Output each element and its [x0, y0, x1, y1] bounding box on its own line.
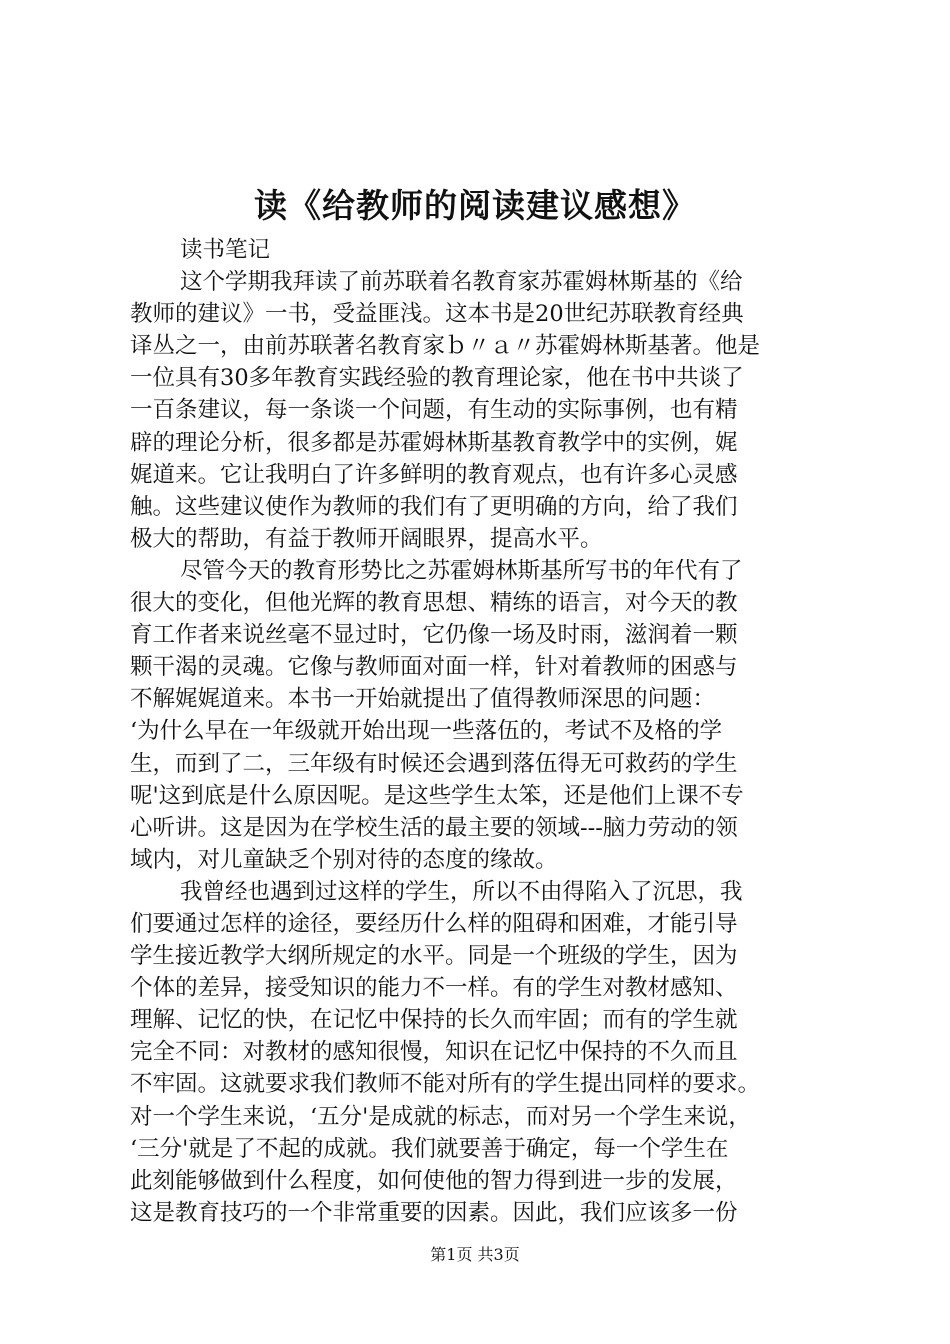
section-heading: 读书笔记 — [180, 237, 271, 263]
document-body — [130, 234, 830, 1229]
paragraph-line: 触。这些建议使作为教师的我们有了更明确的方向，给了我们 — [130, 493, 738, 520]
paragraph-line: 学生接近教学大纲所规定的水平。同是一个班级的学生，因为 — [130, 943, 738, 970]
paragraph-line: 这是教育技巧的一个非常重要的因素。因此，我们应该多一份 — [130, 1199, 738, 1226]
paragraph-line: ‘三分'就是了不起的成就。我们就要善于确定，每一个学生在 — [130, 1135, 729, 1162]
paragraph-line: 不解娓娓道来。本书一开始就提出了值得教师深思的问题： — [130, 686, 716, 713]
document-title: 读《给教师的阅读建议感想》 — [254, 186, 696, 225]
paragraph-line: 一百条建议，每一条谈一个问题，有生动的实际事例，也有精 — [130, 397, 738, 424]
paragraph-line: 颗干渴的灵魂。它像与教师面对面一样，针对着教师的困惑与 — [130, 654, 738, 681]
paragraph-line: 很大的变化，但他光辉的教育思想、精练的语言，对今天的教 — [130, 590, 738, 617]
paragraph-line: 此刻能够做到什么程度，如何使他的智力得到进一步的发展， — [130, 1167, 738, 1194]
paragraph-line: 呢'这到底是什么原因呢。是这些学生太笨，还是他们上课不专 — [130, 782, 744, 809]
paragraph-line: 不牢固。这就要求我们教师不能对所有的学生提出同样的要求。 — [130, 1071, 761, 1098]
paragraph-line: 们要通过怎样的途径，要经历什么样的阻碍和困难，才能引导 — [130, 910, 738, 937]
paragraph-line: 教师的建议》一书，受益匪浅。这本书是20世纪苏联教育经典 — [130, 301, 744, 328]
paragraph-line: 理解、记忆的快，在记忆中保持的长久而牢固；而有的学生就 — [130, 1007, 738, 1034]
paragraph-line: 育工作者来说丝毫不显过时，它仍像一场及时雨，滋润着一颗 — [130, 622, 738, 649]
paragraph-line: 一位具有30多年教育实践经验的教育理论家，他在书中共谈了 — [130, 365, 744, 392]
paragraph-line: 生，而到了二，三年级有时候还会遇到落伍得无可救药的学生 — [130, 750, 738, 777]
paragraph-line: 对一个学生来说，‘五分'是成就的标志，而对另一个学生来说， — [130, 1103, 751, 1130]
paragraph-line: 我曾经也遇到过这样的学生，所以不由得陷入了沉思，我 — [180, 878, 743, 905]
paragraph-line: 译丛之一，由前苏联著名教育家ｂ〃ａ〃苏霍姆林斯基著。他是 — [130, 333, 761, 360]
paragraph-line: 这个学期我拜读了前苏联着名教育家苏霍姆林斯基的《给 — [180, 269, 743, 296]
page-footer: 第1页 共3页 — [430, 1245, 520, 1264]
paragraph-line: 域内，对儿童缺乏个别对待的态度的缘故。 — [130, 846, 558, 873]
paragraph-line: 娓道来。它让我明白了许多鲜明的教育观点，也有许多心灵感 — [130, 461, 738, 488]
paragraph-line: 心听讲。这是因为在学校生活的最主要的领域---脑力劳动的领 — [130, 814, 738, 841]
paragraph-line: 极大的帮助，有益于教师开阔眼界，提高水平。 — [130, 525, 603, 552]
paragraph-line: 辟的理论分析，很多都是苏霍姆林斯基教育教学中的实例，娓 — [130, 429, 738, 456]
paragraph-line: 尽管今天的教育形势比之苏霍姆林斯基所写书的年代有了 — [180, 557, 743, 584]
paragraph-line: 个体的差异，接受知识的能力不一样。有的学生对教材感知、 — [130, 975, 738, 1002]
paragraph-line: 完全不同：对教材的感知很慢，知识在记忆中保持的不久而且 — [130, 1039, 738, 1066]
paragraph-line: ‘为什么早在一年级就开始出现一些落伍的，考试不及格的学 — [130, 718, 723, 745]
